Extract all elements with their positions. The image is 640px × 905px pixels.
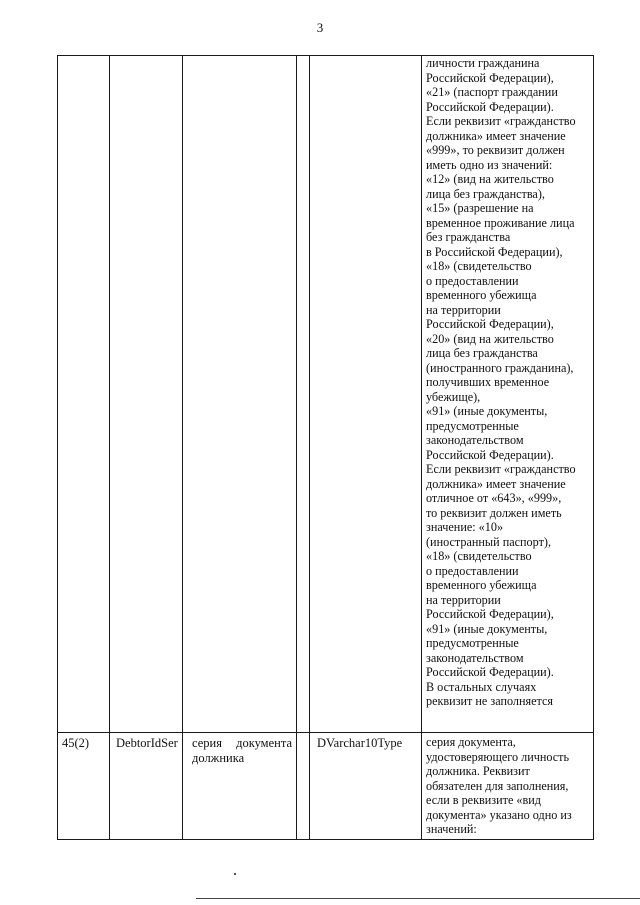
description-line: должника. Реквизит: [426, 764, 530, 778]
continued-description: [426, 56, 592, 709]
description-line: Российской Федерации),: [426, 317, 554, 331]
row-number: 45(2): [62, 736, 90, 750]
description-line: Российской Федерации).: [426, 99, 554, 114]
description-line: в Российской Федерации),: [426, 244, 563, 259]
description-line: серия документа,: [426, 735, 516, 749]
description-line: (иностранный паспорт),: [426, 534, 552, 549]
description-line: Если реквизит «гражданство: [426, 114, 576, 128]
description-line: обязателен для заполнения,: [426, 778, 569, 793]
description-line: Российской Федерации),: [426, 70, 554, 85]
description-line: предусмотренные: [426, 636, 519, 650]
description-line: о предоставлении: [426, 273, 519, 288]
row-separator: [57, 732, 594, 733]
data-type: DVarchar10Type: [317, 736, 403, 750]
table-left-border: [57, 55, 58, 840]
description-line: временного убежища: [426, 288, 537, 302]
column-divider: [182, 55, 183, 840]
description-line: убежище),: [426, 389, 481, 404]
table-right-border: [593, 55, 594, 840]
field-code: DebtorIdSer: [116, 736, 178, 750]
description-line: законодательством: [426, 433, 524, 447]
description-line: «91» (иные документы,: [426, 621, 548, 636]
field-name: серия документа должника: [192, 736, 292, 765]
description-line: то реквизит должен иметь: [426, 505, 562, 520]
description-line: должника» имеет значение: [426, 128, 566, 143]
description-line: «21» (паспорт граждании: [426, 85, 558, 99]
description-line: «20» (вид на жительство: [426, 331, 554, 346]
description-line: временное проживание лица: [426, 215, 575, 230]
description-line: без гражданства: [426, 230, 511, 244]
description-line: удостоверяющего личность: [426, 749, 570, 764]
description-line: «18» (свидетельство: [426, 259, 532, 273]
description-line: Российской Федерации).: [426, 665, 554, 679]
column-divider: [421, 55, 422, 840]
description-line: предусмотренные: [426, 418, 519, 433]
description-line: реквизит не заполняется: [426, 694, 554, 708]
description-line: (иностранного гражданина),: [426, 360, 574, 375]
field-description: [426, 735, 592, 837]
description-line: значение: «10»: [426, 520, 504, 534]
description-line: Российской Федерации).: [426, 447, 554, 462]
column-divider: [309, 55, 310, 840]
description-line: документа» указано одно из: [426, 807, 572, 822]
description-line: Если реквизит «гражданство: [426, 462, 576, 476]
description-line: «12» (вид на жительство: [426, 172, 554, 186]
description-line: значений:: [426, 822, 477, 836]
description-line: личности гражданина: [426, 56, 540, 70]
column-divider: [296, 55, 297, 840]
description-line: лица без гражданства: [426, 346, 538, 360]
description-line: «999», то реквизит должен: [426, 143, 565, 157]
page-edge-line: [196, 898, 640, 899]
description-line: лица без гражданства),: [426, 186, 545, 201]
description-line: получивших временное: [426, 375, 550, 389]
column-divider: [109, 55, 110, 840]
description-line: «18» (свидетельство: [426, 549, 532, 563]
table-bottom-border: [57, 839, 594, 840]
description-line: «91» (иные документы,: [426, 404, 548, 418]
description-line: В остальных случаях: [426, 679, 537, 694]
scan-speck: [234, 873, 236, 875]
description-line: временного убежища: [426, 578, 537, 592]
description-line: должника» имеет значение: [426, 476, 566, 491]
page-number: 3: [316, 20, 324, 35]
description-line: о предоставлении: [426, 563, 519, 578]
description-line: если в реквизите «вид: [426, 793, 541, 807]
description-line: на территории: [426, 592, 501, 607]
description-line: на территории: [426, 302, 501, 317]
description-line: Российской Федерации),: [426, 607, 554, 621]
description-line: «15» (разрешение на: [426, 201, 534, 215]
description-line: законодательством: [426, 650, 524, 665]
description-line: отличное от «643», «999»,: [426, 491, 562, 505]
description-line: иметь одно из значений:: [426, 157, 553, 172]
